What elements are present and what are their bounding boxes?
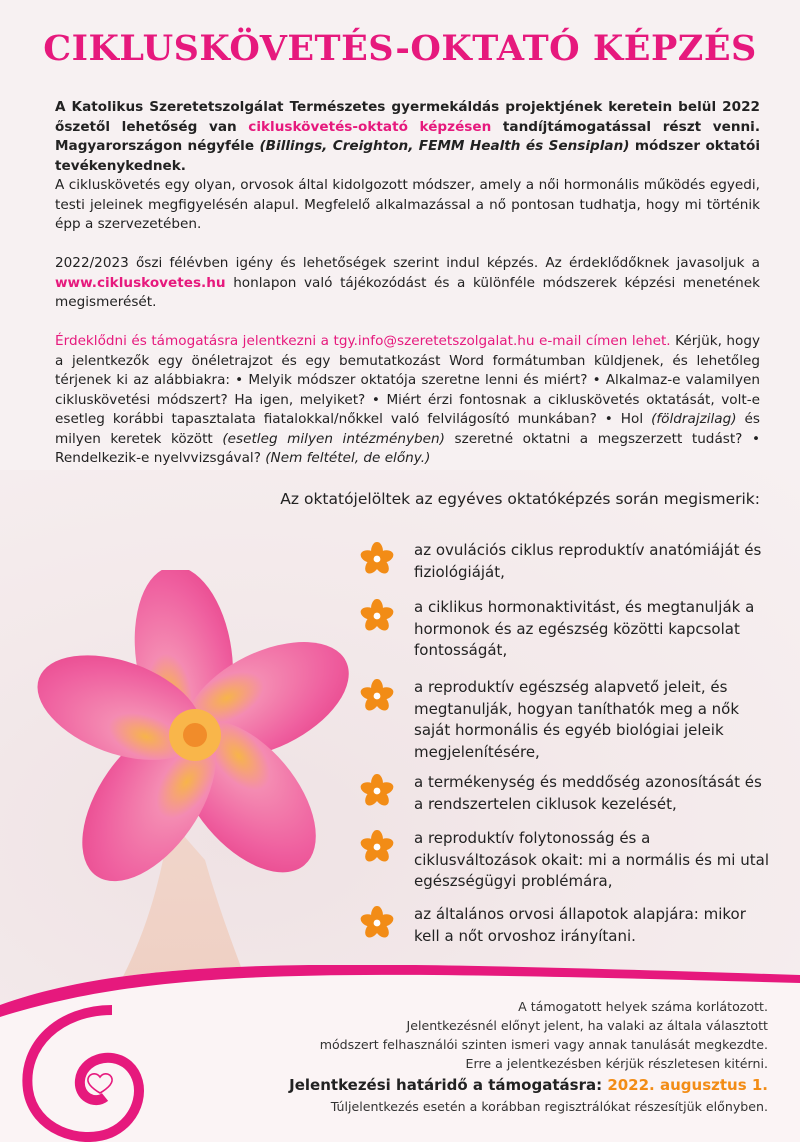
orange-flower-icon bbox=[360, 774, 394, 808]
contact-line[interactable]: Érdeklődni és támogatásra jelentkezni a tgy.info@szeretetszolgalat.hu e-mail címen lehet. bbox=[55, 333, 671, 349]
application-paragraph bbox=[55, 332, 760, 469]
orange-flower-icon bbox=[360, 906, 394, 940]
orange-flower-icon bbox=[360, 542, 394, 576]
definition-paragraph: A cikluskövetés egy olyan, orvosok által kidolgozott módszer, amely a női hormonális működés egyedi, testi jeleinek megfigyelésén alapul. Megfelelő alkalmazással a nő pontosan tudhatja, hogy mi történik épp a szervezetében. bbox=[55, 177, 760, 232]
intro-paragraph bbox=[55, 98, 760, 176]
application-it1: (földrajzilag) bbox=[651, 411, 737, 427]
website-link[interactable]: www.cikluskovetes.hu bbox=[55, 274, 226, 291]
course-part1: 2022/2023 őszi félévben igény és lehetőségek szerint indul képzés. Az érdeklődőknek javasoljuk a bbox=[55, 255, 760, 271]
list-item-text: a ciklikus hormonaktivitást, és megtanulják a hormonok és az egészség közötti kapcsolat fontosságát, bbox=[414, 598, 755, 659]
application-part3: szeretné oktatni a megszerzett tudást? • Rendelkezik-e nyelvvizsgával? bbox=[55, 430, 760, 466]
notice-line-3: módszert felhasználói szinten ismeri vagy annak tanulását megkezdte. bbox=[319, 1037, 768, 1052]
intro-part1: A Katolikus Szeretetszolgálat Természetes gyermekáldás projektjének keretein belül 2022 őszetől lehetőség van bbox=[55, 99, 760, 135]
list-item-text: a reproduktív folytonosság és a ciklusváltozások okait: mi a normális és mi utal egészségügyi problémára, bbox=[414, 829, 769, 890]
orange-flower-icon bbox=[360, 679, 394, 713]
application-it2: (esetleg milyen intézményben) bbox=[222, 430, 445, 447]
list-item-text: az általános orvosi állapotok alapjára: mikor kell a nőt orvoshoz irányítani. bbox=[414, 905, 746, 945]
list-item-text: a reproduktív egészség alapvető jeleit, és megtanulják, hogyan taníthatók meg a nők saját hormonális és egyéb biológiai jeleik megjelenítésére, bbox=[414, 678, 740, 761]
orange-flower-icon bbox=[360, 830, 394, 864]
application-part2: és milyen keretek között bbox=[55, 411, 760, 447]
list-item-text: a termékenység és meddőség azonosítását és a rendszertelen ciklusok kezelését, bbox=[414, 773, 762, 813]
list-item-text: az ovulációs ciklus reproduktív anatómiáját és fiziológiáját, bbox=[414, 541, 762, 581]
intro-methods: (Billings, Creighton, FEMM Health és Sensiplan) bbox=[259, 138, 630, 154]
page-title: CIKLUSKÖVETÉS-OKTATÓ KÉPZÉS bbox=[43, 28, 757, 69]
deadline-date: 2022. augusztus 1. bbox=[607, 1076, 768, 1094]
deadline bbox=[289, 1076, 768, 1094]
intro-part2: tandíjtámogatással részt venni. Magyarországon négyféle bbox=[55, 118, 761, 154]
intro-part3: módszer oktatói tevékenykednek. bbox=[55, 138, 760, 174]
deadline-label: Jelentkezési határidő a támogatásra: bbox=[289, 1076, 608, 1094]
application-part1: Kérjük, hogy a jelentkezők egy önéletrajzot és egy bemutatkozást Word formátumban küldjenek, és lehetőleg térjenek ki az alábbiakra: • Melyik módszer oktatója szeretne lenni és miért? • Alkalmaz-e valamilyen cikluskövetési módszert? Ha igen, melyiket? • Miért érzi fontosnak a cikluskövetés oktatását, volt-e esetleg korábbi tapasztalata fiatalokkal/nőkkel való felvilágosító munkában? • Hol bbox=[55, 333, 760, 427]
course-part2: honlapon való tájékozódást és a különféle módszerek képzési menetének megismerését. bbox=[55, 274, 760, 310]
course-paragraph bbox=[55, 254, 760, 313]
notice-line-1: A támogatott helyek száma korlátozott. bbox=[518, 999, 768, 1014]
application-it3: (Nem feltétel, de előny.) bbox=[265, 450, 431, 466]
notice-line-4: Erre a jelentkezésben kérjük részletesen kitérni. bbox=[465, 1056, 768, 1071]
orange-flower-icon bbox=[360, 599, 394, 633]
intro-highlight: cikluskövetés-oktató képzésen bbox=[248, 118, 492, 135]
notice-line-2: Jelentkezésnél előnyt jelent, ha valaki az általa választott bbox=[406, 1018, 768, 1033]
list-heading: Az oktatójelöltek az egyéves oktatóképzés során megismerik: bbox=[280, 490, 760, 508]
footer-note: Túljelentkezés esetén a korábban regisztrálókat részesítjük előnyben. bbox=[330, 1099, 768, 1114]
